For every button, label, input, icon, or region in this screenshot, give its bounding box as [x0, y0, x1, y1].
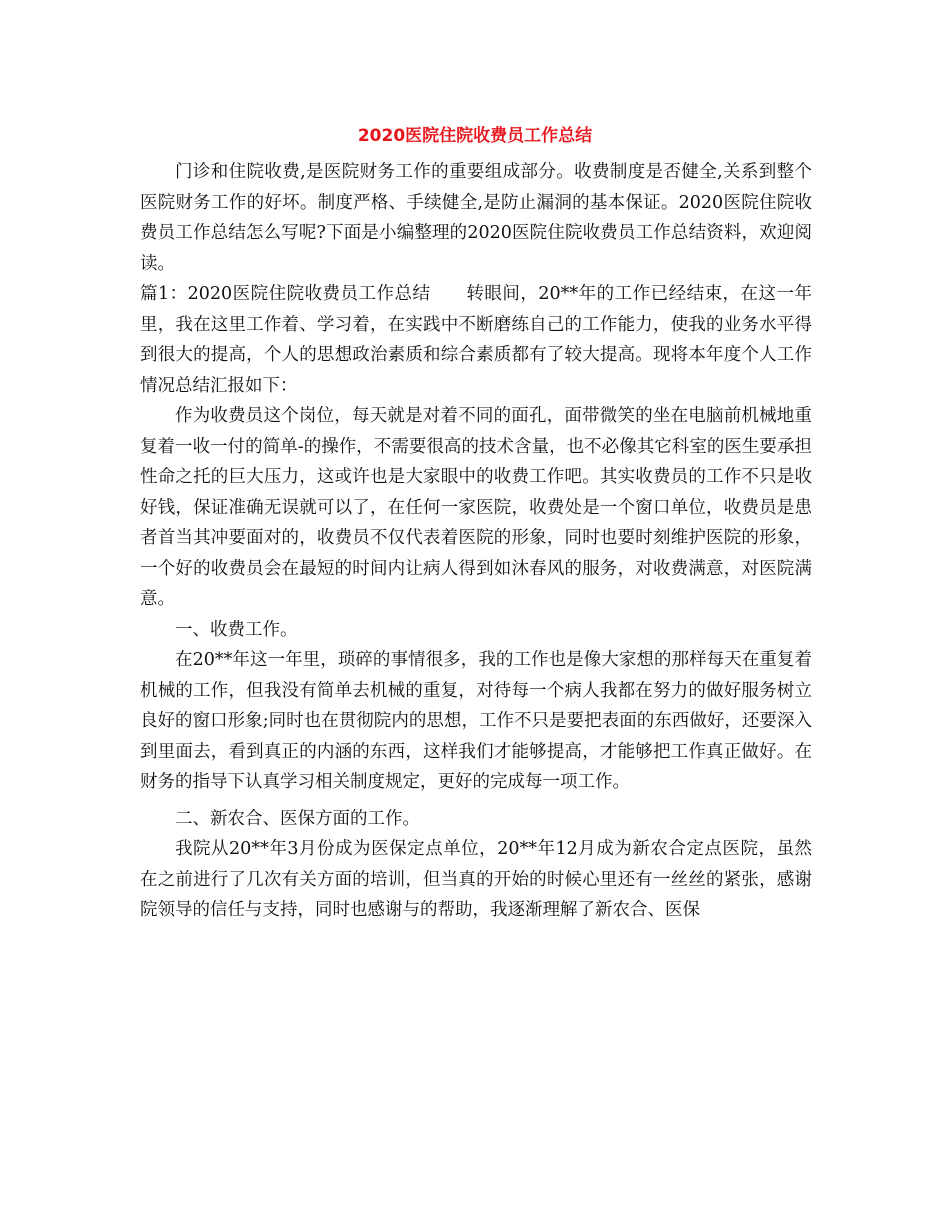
section-heading-fee-work: 一、收费工作。: [175, 619, 298, 640]
paragraph-fee-work: 在20**年这一年里，琐碎的事情很多，我的工作也是像大家想的那样每天在重复着机械的工作，但我没有简单去机械的重复，对待每一个病人我都在努力的做好服务树立良好的窗口形象;同时也在贯彻院内的思想，工作不只是要把表面的东西做好，还要深入到里面去，看到真正的内涵的东西，这样我们才能够提高，才能够把工作真正做好。在财务的指导下认真学习相关制度规定，更好的完成每一项工作。: [140, 650, 812, 792]
section-heading-insurance: 二、新农合、医保方面的工作。: [175, 808, 420, 829]
paragraph-part-one: 篇1：2020医院住院收费员工作总结 转眼间，20**年的工作已经结束，在这一年里，我在这里工作着、学习着，在实践中不断磨练自己的工作能力，使我的业务水平得到很大的提高，个人的思想政治素质和综合素质都有了较大提高。现将本年度个人工作情况总结汇报如下：: [140, 284, 812, 396]
paragraph-insurance: 我院从20**年3月份成为医保定点单位，20**年12月成为新农合定点医院，虽然在之前进行了几次有关方面的培训，但当真的开始的时候心里还有一丝丝的紧张，感谢院领导的信任与支持，同时也感谢与的帮助，我逐渐理解了新农合、医保: [140, 839, 812, 920]
paragraph-role: 作为收费员这个岗位，每天就是对着不同的面孔，面带微笑的坐在电脑前机械地重复着一收一付的简单-的操作，不需要很高的技术含量，也不必像其它科室的医生要承担性命之托的巨大压力，这或许也是大家眼中的收费工作吧。其实收费员的工作不只是收好钱，保证准确无误就可以了，在任何一家医院，收费处是一个窗口单位，收费员是患者首当其冲要面对的，收费员不仅代表着医院的形象，同时也要时刻维护医院的形象，一个好的收费员会在最短的时间内让病人得到如沐春风的服务，对收费满意，对医院满意。: [140, 406, 812, 609]
document-body: [140, 157, 812, 926]
paragraph-intro: 门诊和住院收费,是医院财务工作的重要组成部分。收费制度是否健全,关系到整个医院财务工作的好坏。制度严格、手续健全,是防止漏洞的基本保证。2020医院住院收费员工作总结怎么写呢?下面是小编整理的2020医院住院收费员工作总结资料，欢迎阅读。: [140, 162, 812, 274]
document-title: 2020医院住院收费员工作总结: [357, 126, 593, 146]
